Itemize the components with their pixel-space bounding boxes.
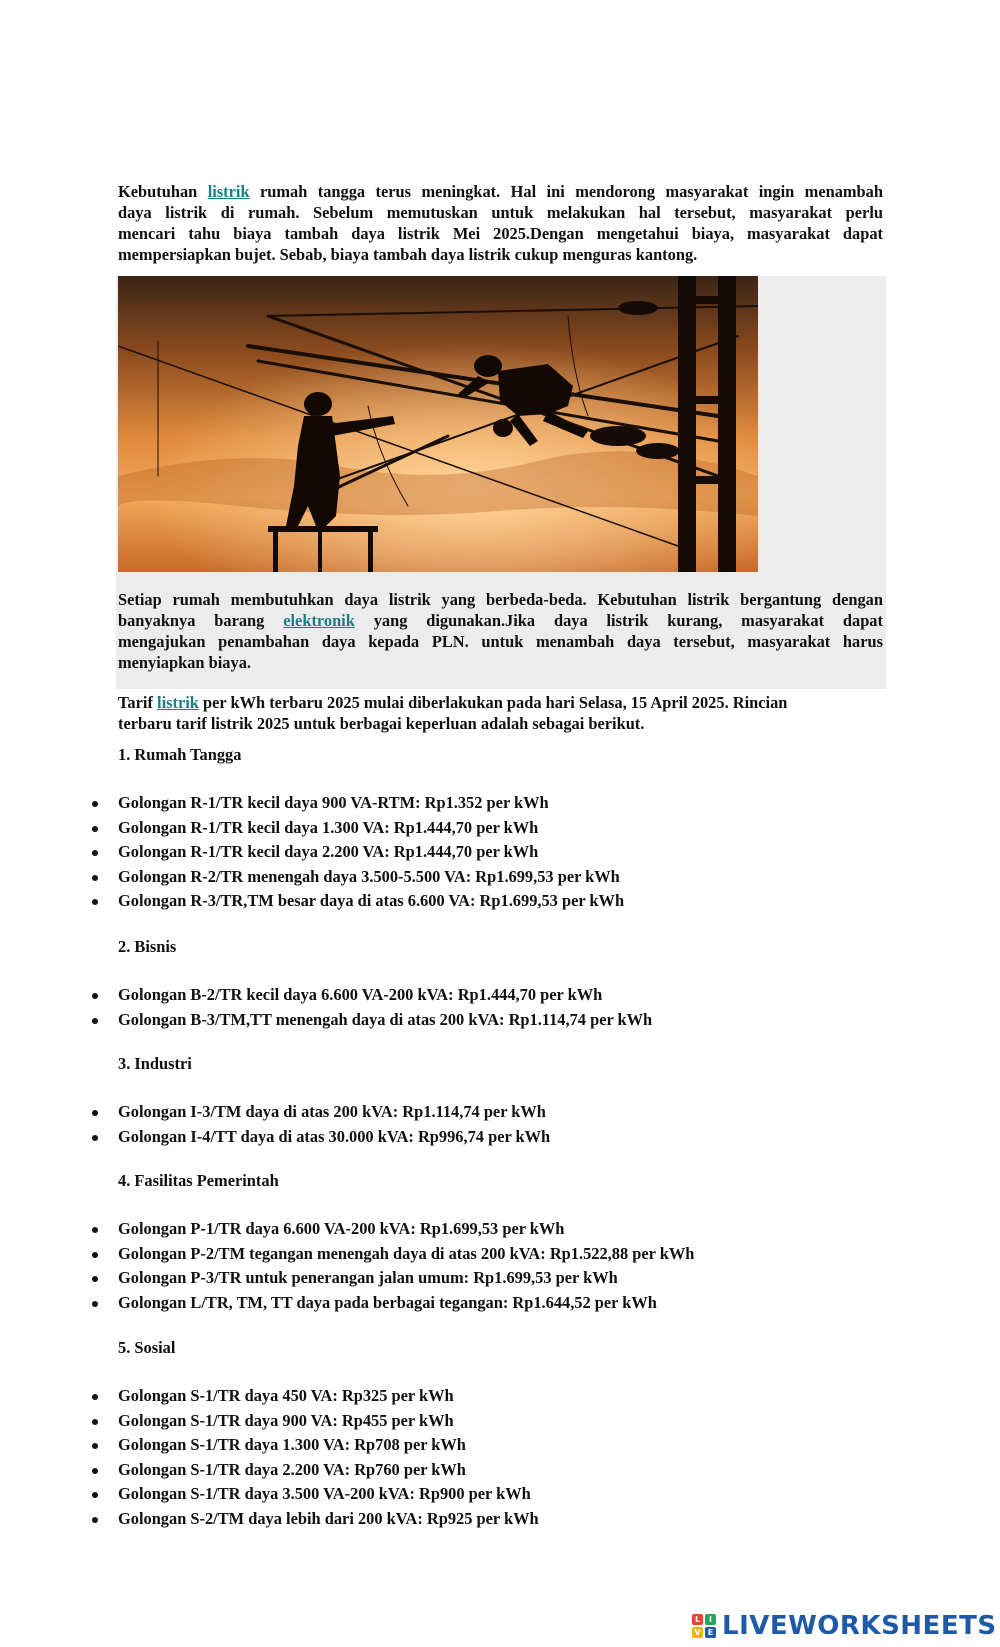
bullet-icon [92,1276,98,1282]
caption-line-2 [118,610,883,631]
bullet-icon [92,1252,98,1258]
list-item [118,791,624,816]
logo-tile: L [692,1614,703,1625]
list-item-text: Golongan P-3/TR untuk penerangan jalan umum: Rp1.699,53 per kWh [118,1268,618,1288]
bullet-icon [92,1468,98,1474]
logo-tile: E [705,1627,716,1638]
caption-line-3: mengajukan penambahan daya kepada PLN. untuk menambah daya tersebut, masyarakat harus [118,632,883,651]
list-item-text: Golongan R-1/TR kecil daya 2.200 VA: Rp1.444,70 per kWh [118,842,539,862]
list-item [118,1291,694,1316]
tariff-text: per kWh terbaru 2025 mulai diberlakukan pada hari Selasa, 15 April 2025. Rincian [203,693,788,712]
caption-text: yang digunakan.Jika daya listrik kurang, masyarakat dapat [373,611,883,630]
bullet-icon [92,1110,98,1116]
list-fasilitas-pemerintah [118,1217,694,1315]
list-item-text: Golongan S-1/TR daya 450 VA: Rp325 per kWh [118,1386,454,1405]
list-item [118,889,624,914]
list-item [118,983,652,1008]
liveworksheets-logo[interactable] [692,1609,997,1643]
bullet-icon [92,899,98,905]
section-heading-bisnis: 2. Bisnis [118,937,177,956]
logo-tile: V [692,1627,703,1638]
bullet-icon [92,1135,98,1141]
linemen-photo [118,276,758,572]
intro-paragraph [118,181,883,265]
bullet-icon [92,1018,98,1024]
intro-line-2: daya listrik di rumah. Sebelum memutuskan untuk melakukan hal tersebut, masyarakat perlu [118,203,883,222]
list-item [118,1008,652,1033]
list-item-text: Golongan S-2/TM daya lebih dari 200 kVA: Rp925 per kWh [118,1508,539,1528]
caption-line-1: Setiap rumah membutuhkan daya listrik yang berbeda-beda. Kebutuhan listrik bergantung dengan [118,590,883,609]
list-item [118,1100,550,1125]
list-item-text: Golongan P-2/TM tegangan menengah daya di atas 200 kVA: Rp1.522,88 per kWh [118,1243,695,1263]
intro-text: rumah tangga terus meningkat. Hal ini mendorong masyarakat ingin menambah [260,182,883,201]
bullet-icon [92,993,98,999]
intro-line-3: mencari tahu biaya tambah daya listrik Mei 2025.Dengan mengetahui biaya, masyarakat dapat [118,224,883,243]
list-item-text: Golongan B-3/TM,TT menengah daya di atas 200 kVA: Rp1.114,74 per kWh [118,1009,653,1029]
section-heading-fasilitas-pemerintah: 4. Fasilitas Pemerintah [118,1171,279,1190]
bullet-icon [92,826,98,832]
list-item-text: Golongan R-2/TR menengah daya 3.500-5.500 VA: Rp1.699,53 per kWh [118,866,620,886]
list-item [118,1125,550,1150]
bullet-icon [92,1443,98,1449]
bullet-icon [92,1301,98,1307]
intro-line-1 [118,181,883,202]
list-item-text: Golongan L/TR, TM, TT daya pada berbagai tegangan: Rp1.644,52 per kWh [118,1292,657,1312]
list-item [118,840,624,865]
tariff-intro [118,692,883,734]
list-item-text: Golongan R-1/TR kecil daya 900 VA-RTM: Rp1.352 per kWh [118,793,549,812]
list-item [118,865,624,890]
listrik-tariff-link[interactable]: listrik [157,693,199,712]
section-heading-sosial: 5. Sosial [118,1338,176,1357]
caption-paragraph [118,589,883,673]
logo-tile: I [705,1614,716,1625]
list-item [118,1482,539,1507]
list-item [118,1242,694,1267]
list-item [118,1507,539,1532]
logo-wordmark: LIVEWORKSHEETS [722,1611,997,1641]
intro-text: Kebutuhan [118,182,198,201]
list-item-text: Golongan S-1/TR daya 3.500 VA-200 kVA: Rp900 per kWh [118,1484,531,1504]
list-industri [118,1100,550,1149]
section-heading-rumah-tangga: 1. Rumah Tangga [118,745,242,764]
tariff-intro-line-1 [118,692,883,713]
listrik-link[interactable]: listrik [207,182,250,201]
liveworksheets-logo-icon [692,1614,716,1638]
list-item-text: Golongan P-1/TR daya 6.600 VA-200 kVA: Rp1.699,53 per kWh [118,1219,565,1238]
list-item-text: Golongan R-3/TR,TM besar daya di atas 6.600 VA: Rp1.699,53 per kWh [118,891,625,911]
bullet-icon [92,875,98,881]
caption-text: banyaknya barang [118,611,265,630]
bullet-icon [92,1492,98,1498]
intro-line-4: mempersiapkan bujet. Sebab, biaya tambah daya listrik cukup menguras kantong. [118,245,698,264]
bullet-icon [92,1227,98,1233]
list-item-text: Golongan R-1/TR kecil daya 1.300 VA: Rp1.444,70 per kWh [118,817,539,837]
list-item-text: Golongan S-1/TR daya 2.200 VA: Rp760 per kWh [118,1459,466,1479]
tariff-text: Tarif [118,693,153,712]
bullet-icon [92,850,98,856]
list-item [118,1217,694,1242]
list-item-text: Golongan I-3/TM daya di atas 200 kVA: Rp1.114,74 per kWh [118,1102,546,1121]
bullet-icon [92,1517,98,1523]
list-item [118,1266,694,1291]
list-item [118,816,624,841]
section-heading-industri: 3. Industri [118,1054,192,1073]
bullet-icon [92,1419,98,1425]
list-rumah-tangga [118,791,624,914]
bullet-icon [92,801,98,807]
list-item [118,1409,539,1434]
list-item-text: Golongan I-4/TT daya di atas 30.000 kVA: Rp996,74 per kWh [118,1126,551,1146]
list-item-text: Golongan S-1/TR daya 900 VA: Rp455 per kWh [118,1410,454,1430]
caption-line-4: menyiapkan biaya. [118,653,251,672]
list-item [118,1433,539,1458]
bullet-icon [92,1394,98,1400]
tariff-intro-line-2: terbaru tarif listrik 2025 untuk berbagai keperluan adalah sebagai berikut. [118,714,645,733]
list-sosial [118,1384,539,1532]
linemen-silhouette-photo-icon [118,276,758,572]
list-item [118,1458,539,1483]
list-item [118,1384,539,1409]
list-item-text: Golongan S-1/TR daya 1.300 VA: Rp708 per kWh [118,1435,466,1455]
list-bisnis [118,983,652,1032]
list-item-text: Golongan B-2/TR kecil daya 6.600 VA-200 kVA: Rp1.444,70 per kWh [118,985,603,1004]
elektronik-link[interactable]: elektronik [283,611,355,630]
